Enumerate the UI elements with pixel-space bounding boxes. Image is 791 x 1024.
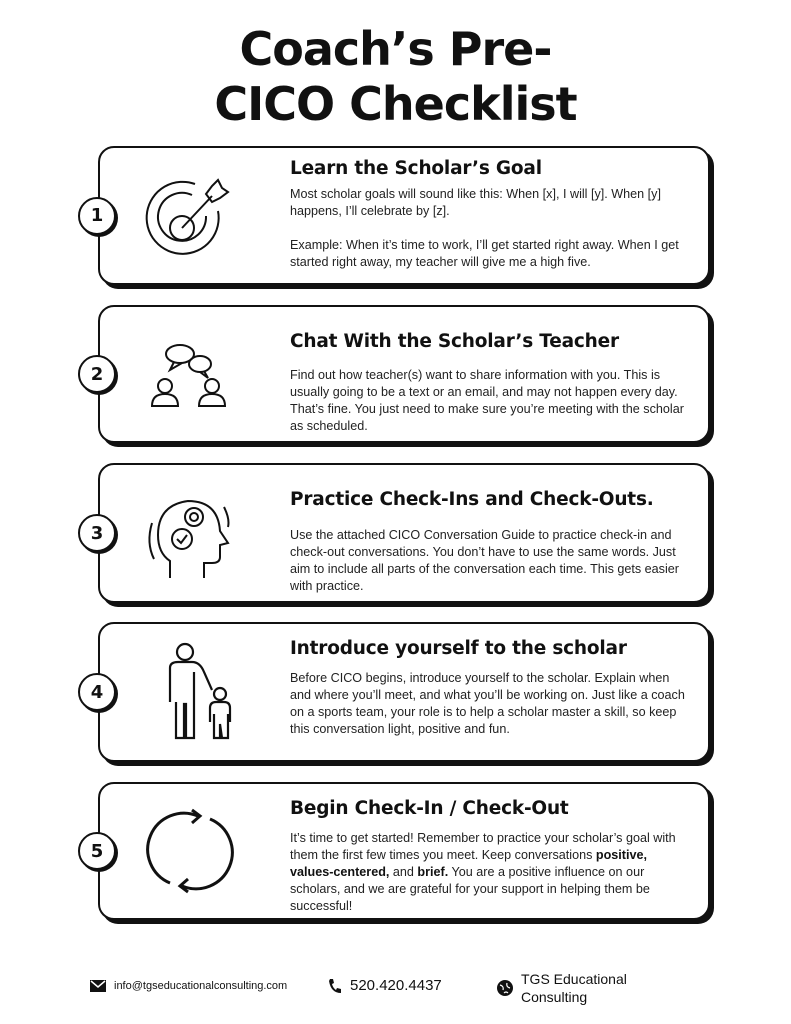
footer-phone [328,977,442,994]
cycle-arrows-icon [140,801,240,901]
step-heading: Learn the Scholar’s Goal [290,158,542,179]
step-number: 1 [78,197,116,235]
page-title: Coach’s Pre- CICO Checklist [214,22,577,131]
step-card-4 [90,622,710,762]
step-card-2 [90,305,710,443]
step-heading: Begin Check-In / Check-Out [290,798,569,819]
footer-organization: TGS Educational Consulting [497,970,627,1006]
step-heading: Chat With the Scholar’s Teacher [290,331,619,352]
step-description: Use the attached CICO Conversation Guide to practice check-in and check-out conversations. You don’t have to use the same words. Just aim to include all parts of the conversation each time. This gets easier with practice. [290,528,679,593]
step-description: Before CICO begins, introduce yourself to the scholar. Explain when and where you’ll meet, and what you’ll be working on. Just like a coach on a sports team, your role is to help a scholar master a skill, so keep this conversation light, positive and fun. [290,671,685,736]
step-number: 2 [78,355,116,393]
conversation-icon [140,324,240,424]
step-card-1 [90,146,710,285]
step-description: Most scholar goals will sound like this: When [x], I will [y]. When [y] happens, I’ll celebrate by [z]. Example: When it’s time to work, I’ll get started right away. When I get started right away, my teacher will give me a high five. [290,187,679,269]
step-description: Find out how teacher(s) want to share information with you. This is usually going to be a text or an email, and may not happen every day. That’s fine. You just need to make sure you’re meeting with the scholar as scheduled. [290,368,684,433]
step-heading: Introduce yourself to the scholar [290,638,627,659]
step-number: 4 [78,673,116,711]
step-card-3 [90,463,710,603]
footer-email [90,980,287,992]
target-icon [140,166,240,266]
phone-icon [328,978,342,994]
step-card-5 [90,782,710,920]
head-gears-icon [140,483,240,583]
step-number: 5 [78,832,116,870]
step-number: 3 [78,514,116,552]
envelope-icon [90,980,106,992]
email-link[interactable]: info@tgseducationalconsulting.com [114,980,288,992]
phone-number[interactable]: 520.420.4437 [350,977,442,994]
globe-icon [497,980,513,996]
step-description: It’s time to get started! Remember to practice your scholar’s goal with them the first few times you meet. Keep conversations positive, values-centered, and brief. You are a positive influence on our scholars, and we are grateful for your support in helping them be successful! [290,831,676,913]
step-heading: Practice Check-Ins and Check-Outs. [290,489,654,510]
adult-child-icon [150,642,250,742]
